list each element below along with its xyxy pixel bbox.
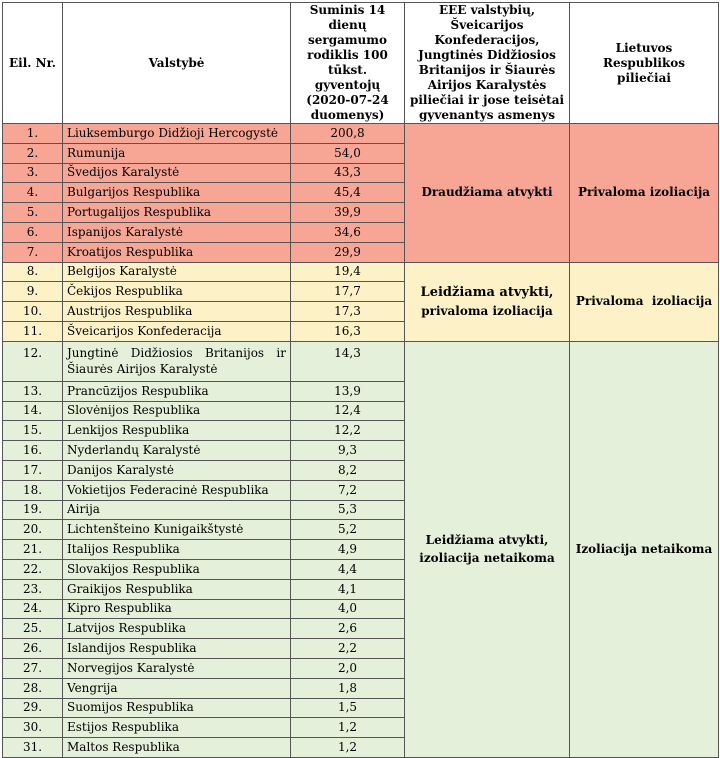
header-country: Valstybė xyxy=(63,3,291,124)
lt-rule-red: Privaloma izoliacija xyxy=(570,124,719,263)
country-name: Estijos Respublika xyxy=(63,718,291,738)
row-number: 27. xyxy=(3,658,63,678)
incidence-value: 17,3 xyxy=(291,302,405,322)
incidence-value: 13,9 xyxy=(291,381,405,401)
country-name: Airija xyxy=(63,500,291,520)
incidence-value: 5,3 xyxy=(291,500,405,520)
row-number: 4. xyxy=(3,183,63,203)
incidence-value: 4,1 xyxy=(291,579,405,599)
table-row xyxy=(3,262,719,282)
incidence-value: 1,2 xyxy=(291,738,405,758)
country-name: Graikijos Respublika xyxy=(63,579,291,599)
row-number: 26. xyxy=(3,639,63,659)
lt-rule-green: Izoliacija netaikoma xyxy=(570,341,719,757)
country-name: Vengrija xyxy=(63,678,291,698)
country-name: Čekijos Respublika xyxy=(63,282,291,302)
lt-rule-yellow: Privaloma izoliacija xyxy=(570,262,719,341)
country-name: Maltos Respublika xyxy=(63,738,291,758)
country-name: Lenkijos Respublika xyxy=(63,421,291,441)
row-number: 3. xyxy=(3,163,63,183)
row-number: 15. xyxy=(3,421,63,441)
incidence-value: 1,5 xyxy=(291,698,405,718)
country-name: Ispanijos Karalystė xyxy=(63,222,291,242)
country-name: Islandijos Respublika xyxy=(63,639,291,659)
incidence-value: 2,6 xyxy=(291,619,405,639)
country-name: Slovakijos Respublika xyxy=(63,559,291,579)
row-number: 17. xyxy=(3,460,63,480)
row-number: 18. xyxy=(3,480,63,500)
travel-restrictions-table xyxy=(2,2,719,758)
country-name: Latvijos Respublika xyxy=(63,619,291,639)
row-number: 20. xyxy=(3,520,63,540)
eea-rule-line-2: izoliacija netaikoma xyxy=(419,550,555,565)
incidence-value: 1,8 xyxy=(291,678,405,698)
row-number: 10. xyxy=(3,302,63,322)
header-no: Eil. Nr. xyxy=(3,3,63,124)
row-number: 29. xyxy=(3,698,63,718)
country-name: Danijos Karalystė xyxy=(63,460,291,480)
incidence-value: 12,4 xyxy=(291,401,405,421)
row-number: 24. xyxy=(3,599,63,619)
eea-rule-green xyxy=(405,341,570,757)
country-name: Jungtinė Didžiosios Britanijos ir Šiaurės Airijos Karalystė xyxy=(63,341,291,381)
header-rate: Suminis 14 dienų sergamumo rodiklis 100 tūkst. gyventojų (2020-07-24 duomenys) xyxy=(291,3,405,124)
incidence-value: 54,0 xyxy=(291,143,405,163)
incidence-value: 34,6 xyxy=(291,222,405,242)
country-name: Norvegijos Karalystė xyxy=(63,658,291,678)
row-number: 8. xyxy=(3,262,63,282)
eea-rule-line-2: privaloma izoliacija xyxy=(421,303,553,318)
eea-rule-line-1: Leidžiama atvykti, xyxy=(425,532,549,547)
row-number: 9. xyxy=(3,282,63,302)
incidence-value: 14,3 xyxy=(291,341,405,381)
table-row xyxy=(3,124,719,144)
country-name: Vokietijos Federacinė Respublika xyxy=(63,480,291,500)
incidence-value: 1,2 xyxy=(291,718,405,738)
country-name: Kroatijos Respublika xyxy=(63,242,291,262)
row-number: 19. xyxy=(3,500,63,520)
row-number: 30. xyxy=(3,718,63,738)
header-lt: Lietuvos Respublikos piliečiai xyxy=(570,3,719,124)
incidence-value: 17,7 xyxy=(291,282,405,302)
row-number: 2. xyxy=(3,143,63,163)
table-row xyxy=(3,341,719,381)
country-name: Italijos Respublika xyxy=(63,540,291,560)
country-name: Austrijos Respublika xyxy=(63,302,291,322)
country-name: Kipro Respublika xyxy=(63,599,291,619)
country-name: Belgijos Karalystė xyxy=(63,262,291,282)
country-name: Slovėnijos Respublika xyxy=(63,401,291,421)
country-name: Švedijos Karalystė xyxy=(63,163,291,183)
country-name: Suomijos Respublika xyxy=(63,698,291,718)
incidence-value: 43,3 xyxy=(291,163,405,183)
row-number: 5. xyxy=(3,203,63,223)
row-number: 6. xyxy=(3,222,63,242)
incidence-value: 19,4 xyxy=(291,262,405,282)
country-name: Šveicarijos Konfederacija xyxy=(63,321,291,341)
row-number: 16. xyxy=(3,441,63,461)
country-name: Portugalijos Respublika xyxy=(63,203,291,223)
header-eea: EEE valstybių, Šveicarijos Konfederacijos, Jungtinės Didžiosios Britanijos ir Šiaurės Airijos Karalystės piliečiai ir jose teisėtai gyvenantys asmenys xyxy=(405,3,570,124)
row-number: 13. xyxy=(3,381,63,401)
country-name: Prancūzijos Respublika xyxy=(63,381,291,401)
incidence-value: 2,0 xyxy=(291,658,405,678)
row-number: 12. xyxy=(3,341,63,381)
eea-rule-line-1: Leidžiama atvykti, xyxy=(420,284,554,300)
eea-rule-red: Draudžiama atvykti xyxy=(405,124,570,263)
row-number: 7. xyxy=(3,242,63,262)
row-number: 28. xyxy=(3,678,63,698)
incidence-value: 7,2 xyxy=(291,480,405,500)
incidence-value: 9,3 xyxy=(291,441,405,461)
incidence-value: 16,3 xyxy=(291,321,405,341)
row-number: 23. xyxy=(3,579,63,599)
eea-rule-yellow xyxy=(405,262,570,341)
row-number: 14. xyxy=(3,401,63,421)
row-number: 25. xyxy=(3,619,63,639)
row-number: 1. xyxy=(3,124,63,144)
country-name: Bulgarijos Respublika xyxy=(63,183,291,203)
incidence-value: 29,9 xyxy=(291,242,405,262)
incidence-value: 12,2 xyxy=(291,421,405,441)
row-number: 22. xyxy=(3,559,63,579)
incidence-value: 4,0 xyxy=(291,599,405,619)
incidence-value: 45,4 xyxy=(291,183,405,203)
country-name: Rumunija xyxy=(63,143,291,163)
country-name: Nyderlandų Karalystė xyxy=(63,441,291,461)
table-body xyxy=(3,124,719,758)
incidence-value: 4,9 xyxy=(291,540,405,560)
incidence-value: 4,4 xyxy=(291,559,405,579)
row-number: 11. xyxy=(3,321,63,341)
row-number: 31. xyxy=(3,738,63,758)
incidence-value: 200,8 xyxy=(291,124,405,144)
incidence-value: 8,2 xyxy=(291,460,405,480)
incidence-value: 2,2 xyxy=(291,639,405,659)
row-number: 21. xyxy=(3,540,63,560)
incidence-value: 39,9 xyxy=(291,203,405,223)
country-name: Liuksemburgo Didžioji Hercogystė xyxy=(63,124,291,144)
country-name: Lichtenšteino Kunigaikštystė xyxy=(63,520,291,540)
incidence-value: 5,2 xyxy=(291,520,405,540)
header-row xyxy=(3,3,719,124)
